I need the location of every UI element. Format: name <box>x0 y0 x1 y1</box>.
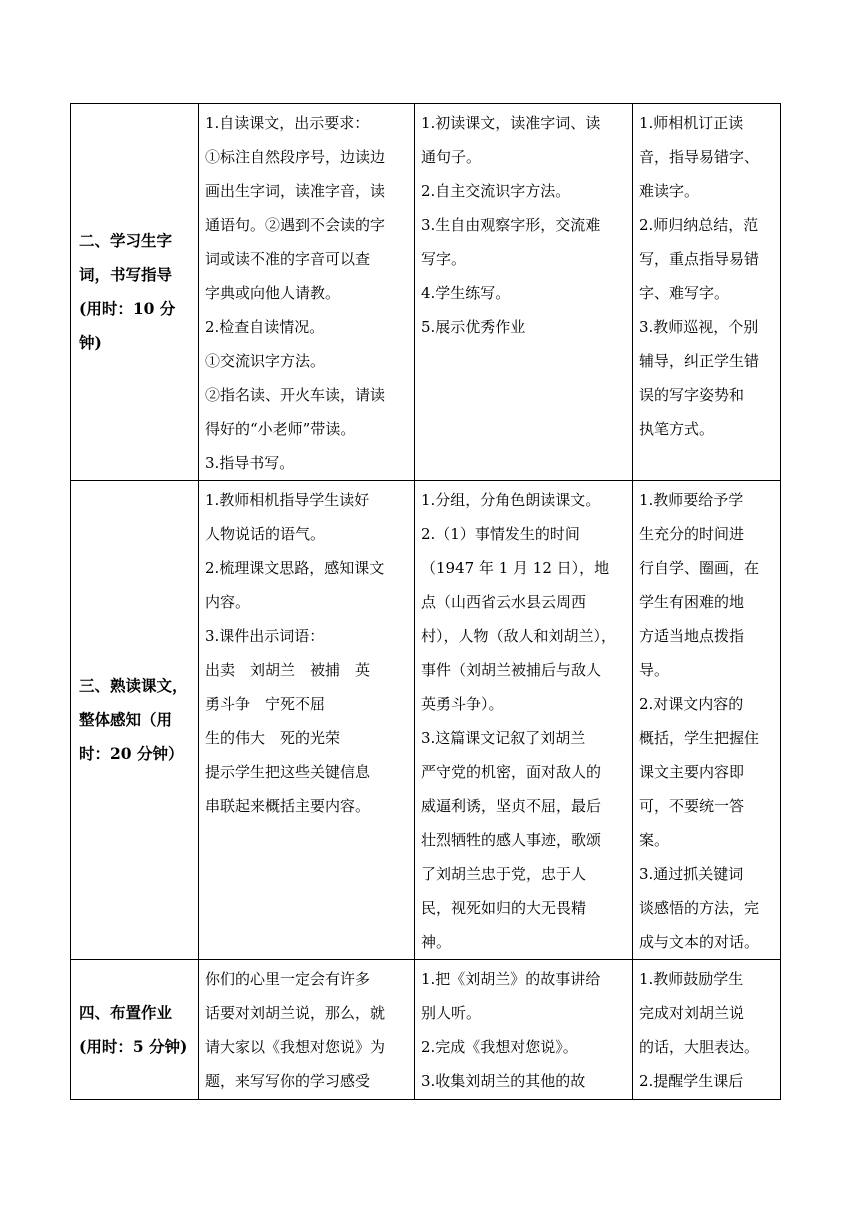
text-line: 钟) <box>79 333 102 352</box>
text-line: 1.教师要给予学 <box>639 491 744 509</box>
text-line: 音，指导易错字、 <box>639 148 760 166</box>
text-line: 3.生自由观察字形，交流难 <box>421 216 601 234</box>
text-line: 难读字。 <box>639 182 700 200</box>
design-intent-cell <box>633 481 781 960</box>
design-intent-text <box>633 960 780 1098</box>
text-line: 点（山西省云水县云周西 <box>421 593 587 611</box>
text-line: 课文主要内容即 <box>639 763 745 781</box>
text-line: 1.初读课文，读准字词、读 <box>421 114 601 132</box>
text-line: 村），人物（敌人和刘胡兰）， <box>421 627 617 645</box>
lesson-plan-table <box>70 103 781 1100</box>
text-line: 谈感悟的方法，完 <box>639 899 760 917</box>
design-intent-cell <box>633 960 781 1100</box>
teacher-activity-text <box>199 481 414 823</box>
text-line: 辅导，纠正学生错 <box>639 352 760 370</box>
student-activity-text <box>415 104 632 344</box>
text-line: 整体感知（用 <box>79 710 173 729</box>
teacher-activity-text <box>199 960 414 1098</box>
text-line: 1.自读课文，出示要求： <box>205 114 370 132</box>
text-line: 3.教师巡视，个别 <box>639 318 759 336</box>
design-intent-text <box>633 104 780 446</box>
teacher-activity-text <box>199 104 414 480</box>
teacher-activity-cell <box>199 960 415 1100</box>
text-line: 通句子。 <box>421 148 482 166</box>
text-line: （1947 年 1 月 12 日），地 <box>421 559 610 577</box>
text-line: 写字。 <box>421 250 467 268</box>
text-line: 1.教师相机指导学生读好 <box>205 491 370 509</box>
text-line: ①标注自然段序号，边读边 <box>205 148 386 166</box>
text-line: 3.这篇课文记叙了刘胡兰 <box>421 729 586 747</box>
text-line: 二、学习生字 <box>79 231 173 250</box>
text-line: 1.把《刘胡兰》的故事讲给 <box>421 970 601 988</box>
text-line: 5.展示优秀作业 <box>421 318 526 336</box>
text-line: 字典或向他人请教。 <box>205 284 341 302</box>
text-line: 完成对刘胡兰说 <box>639 1004 745 1022</box>
student-activity-text <box>415 960 632 1098</box>
text-line: 方适当地点拨指 <box>639 627 745 645</box>
text-line: 3.课件出示词语： <box>205 627 325 645</box>
text-line: 3.收集刘胡兰的其他的故 <box>421 1072 586 1090</box>
text-line: 时：20 分钟） <box>79 744 184 763</box>
teacher-activity-cell <box>199 481 415 960</box>
text-line: 成与文本的对话。 <box>639 933 760 951</box>
text-line: 请大家以《我想对您说》为 <box>205 1038 386 1056</box>
text-line: 概括，学生把握住 <box>639 729 760 747</box>
text-line: 通语句。②遇到不会读的字 <box>205 216 386 234</box>
text-line: 画出生字词，读准字音，读 <box>205 182 386 200</box>
text-line: 导。 <box>639 661 670 679</box>
text-line: 误的写字姿势和 <box>639 386 745 404</box>
text-line: 2.师归纳总结，范 <box>639 216 759 234</box>
text-line: 串联起来概括主要内容。 <box>205 797 371 815</box>
text-line: 出卖 刘胡兰 被捕 英 <box>205 661 371 679</box>
text-line: 壮烈牺牲的感人事迹，歌颂 <box>421 831 602 849</box>
text-line: 严守党的机密，面对敌人的 <box>421 763 602 781</box>
text-line: 1.分组，分角色朗读课文。 <box>421 491 601 509</box>
text-line: (用时：10 分 <box>79 299 176 318</box>
text-line: 你们的心里一定会有许多 <box>205 970 371 988</box>
student-activity-text <box>415 481 632 959</box>
text-line: 四、布置作业 <box>79 1002 173 1022</box>
text-line: 2.提醒学生课后 <box>639 1072 744 1090</box>
stage-label <box>71 669 198 771</box>
stage-label <box>71 224 198 360</box>
stage-cell <box>71 481 199 960</box>
lesson-plan-body <box>71 104 781 1100</box>
text-line: 执笔方式。 <box>639 420 715 438</box>
stage-cell <box>71 104 199 481</box>
student-activity-cell <box>415 960 633 1100</box>
text-line: 2.梳理课文思路，感知课文 <box>205 559 385 577</box>
text-line: 话要对刘胡兰说，那么，就 <box>205 1004 386 1022</box>
table-row-stage-2 <box>71 104 781 481</box>
text-line: 民，视死如归的大无畏精 <box>421 899 587 917</box>
text-line: 词，书写指导 <box>79 265 173 284</box>
text-line: 2.对课文内容的 <box>639 695 744 713</box>
text-line: 行自学、圈画，在 <box>639 559 760 577</box>
text-line: 的话，大胆表达。 <box>639 1038 760 1056</box>
text-line: 勇斗争 宁死不屈 <box>205 695 326 713</box>
text-line: 1.师相机订正读 <box>639 114 744 132</box>
text-line: 可，不要统一答 <box>639 797 745 815</box>
text-line: 生的伟大 死的光荣 <box>205 729 341 747</box>
text-line: 3.通过抓关键词 <box>639 865 744 883</box>
text-line: 词或读不准的字音可以查 <box>205 250 371 268</box>
text-line: 提示学生把这些关键信息 <box>205 763 371 781</box>
text-line: 2.检查自读情况。 <box>205 318 325 336</box>
text-line: 生充分的时间进 <box>639 525 745 543</box>
table-row-stage-4 <box>71 960 781 1100</box>
text-line: 英勇斗争）。 <box>421 695 504 713</box>
text-line: ②指名读、开火车读，请读 <box>205 386 386 404</box>
text-line: 学生有困难的地 <box>639 593 745 611</box>
text-line: 4.学生练写。 <box>421 284 511 302</box>
student-activity-cell <box>415 481 633 960</box>
text-line: ①交流识字方法。 <box>205 352 326 370</box>
text-line: 2.完成《我想对您说》。 <box>421 1038 578 1056</box>
text-line: (用时：5 分钟) <box>79 1036 188 1056</box>
table-row-stage-3 <box>71 481 781 960</box>
text-line: 字、难写字。 <box>639 284 730 302</box>
student-activity-cell <box>415 104 633 481</box>
text-line: 三、熟读课文， <box>79 676 188 695</box>
text-line: 2.（1）事情发生的时间 <box>421 525 580 543</box>
text-line: 内容。 <box>205 593 251 611</box>
text-line: 别人听。 <box>421 1004 482 1022</box>
text-line: 案。 <box>639 831 670 849</box>
teacher-activity-cell <box>199 104 415 481</box>
text-line: 得好的“小老师”带读。 <box>205 420 356 438</box>
text-line: 了刘胡兰忠于党，忠于人 <box>421 865 587 883</box>
design-intent-cell <box>633 104 781 481</box>
stage-label <box>71 996 198 1064</box>
text-line: 事件（刘胡兰被捕后与敌人 <box>421 661 602 679</box>
stage-cell <box>71 960 199 1100</box>
text-line: 1.教师鼓励学生 <box>639 970 744 988</box>
text-line: 2.自主交流识字方法。 <box>421 182 571 200</box>
text-line: 写，重点指导易错 <box>639 250 760 268</box>
text-line: 神。 <box>421 933 452 951</box>
text-line: 威逼利诱，坚贞不屈，最后 <box>421 797 602 815</box>
text-line: 题，来写写你的学习感受 <box>205 1072 371 1090</box>
text-line: 3.指导书写。 <box>205 454 295 472</box>
design-intent-text <box>633 481 780 959</box>
text-line: 人物说话的语气。 <box>205 525 326 543</box>
